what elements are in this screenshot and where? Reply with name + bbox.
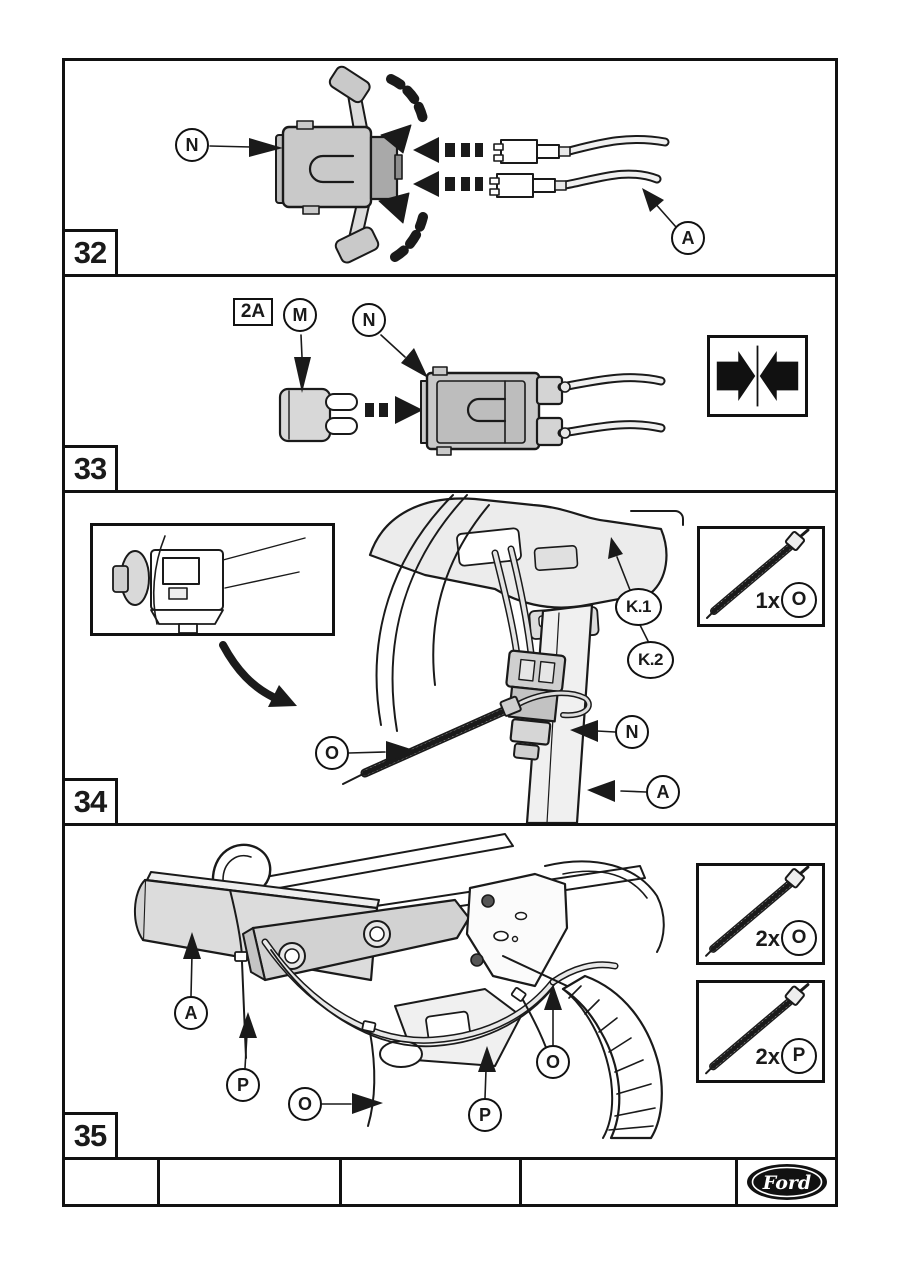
callout-p2-label: P	[478, 1104, 491, 1125]
callout-a	[671, 221, 705, 255]
callout-o2	[536, 1045, 570, 1079]
leader-n	[381, 335, 428, 378]
part-quantity: 2x	[755, 1044, 780, 1069]
step-panel-33	[62, 274, 838, 493]
callout-a	[646, 775, 680, 809]
press-together-glyph	[715, 342, 800, 410]
footer-cell-2	[160, 1157, 342, 1207]
part-id-circle	[781, 920, 817, 956]
fuse-rating-tag	[233, 298, 273, 326]
footer-table	[62, 1157, 838, 1207]
step-panel-34	[62, 490, 838, 826]
leader-n	[210, 138, 283, 157]
callout-o	[315, 736, 349, 770]
fuse-rating-label: 2A	[240, 301, 266, 322]
part-id-circle	[781, 582, 817, 618]
callout-p2	[468, 1098, 502, 1132]
suspension-assembly	[380, 989, 521, 1067]
press-arrow-bottom	[379, 193, 423, 257]
insert-arrow-upper	[413, 137, 483, 163]
callout-n	[175, 128, 209, 162]
step-panel-35	[62, 823, 838, 1160]
leader-p1	[239, 1012, 257, 1068]
step-number: 32	[73, 235, 107, 270]
part-id-label: O	[791, 927, 807, 948]
tire	[563, 976, 662, 1138]
callout-o-label: O	[324, 742, 339, 763]
callout-n	[352, 303, 386, 337]
callout-n-label: N	[625, 721, 639, 742]
callout-k2-label: K.2	[638, 650, 663, 669]
step-number: 34	[73, 784, 107, 819]
insert-arrow-lower	[413, 171, 483, 197]
mini-fuse	[280, 389, 357, 441]
callout-o1	[288, 1087, 322, 1121]
callout-n-label: N	[185, 134, 199, 155]
step-number-box	[62, 778, 118, 826]
footer-cell-3	[342, 1157, 522, 1207]
wire-terminal-lower	[490, 174, 657, 197]
wire-terminal-upper	[494, 139, 665, 163]
callout-n	[615, 715, 649, 749]
callout-m-label: M	[292, 304, 308, 325]
leader-a	[642, 188, 676, 227]
step-number: 33	[73, 451, 107, 486]
part-id-label: P	[792, 1045, 806, 1066]
callout-m	[283, 298, 317, 332]
step-number-box	[62, 229, 118, 277]
parts-box-cable-tie-p	[696, 980, 825, 1083]
lever-bottom	[334, 199, 380, 265]
callout-p1-label: P	[236, 1074, 249, 1095]
footer-cell-4	[522, 1157, 738, 1207]
callout-k1	[615, 588, 662, 626]
part-id-label: O	[791, 589, 807, 610]
callout-a-label: A	[681, 227, 695, 248]
callout-k1-label: K.1	[626, 597, 651, 616]
press-together-icon	[707, 335, 808, 417]
chassis-bracket	[467, 874, 567, 986]
parts-box-cable-tie	[697, 526, 825, 627]
callout-a-label: A	[184, 1002, 198, 1023]
part-id-circle	[781, 1038, 817, 1074]
step-number-box	[62, 445, 118, 493]
leader-m	[294, 335, 311, 393]
connector-terminal-illustration	[65, 61, 835, 274]
callout-n-label: N	[362, 309, 376, 330]
callout-o1-label: O	[297, 1093, 312, 1114]
callout-p1	[226, 1068, 260, 1102]
bolt-2	[364, 921, 390, 947]
part-quantity: 2x	[755, 926, 780, 951]
step-number: 35	[73, 1118, 107, 1153]
detail-inset-box	[90, 523, 335, 636]
step-panel-32	[62, 58, 838, 277]
callout-a-label: A	[656, 781, 670, 802]
step-number-box	[62, 1112, 118, 1160]
callout-k2	[627, 641, 674, 679]
inset-pointer-arrow	[223, 645, 297, 707]
lever-top	[328, 64, 372, 136]
part-quantity: 1x	[755, 588, 780, 613]
fuse-holder-connector	[421, 367, 661, 455]
callout-a	[174, 996, 208, 1030]
ford-logo-text: Ford	[762, 1172, 811, 1194]
footer-cell-1	[62, 1157, 160, 1207]
callout-o2-label: O	[545, 1051, 560, 1072]
leader-a	[587, 780, 646, 802]
ford-logo	[745, 1162, 829, 1202]
footer-cell-brand	[738, 1157, 838, 1207]
parts-box-cable-tie-o	[696, 863, 825, 965]
insert-arrow	[365, 396, 423, 424]
connector-detail-inset	[93, 526, 332, 633]
